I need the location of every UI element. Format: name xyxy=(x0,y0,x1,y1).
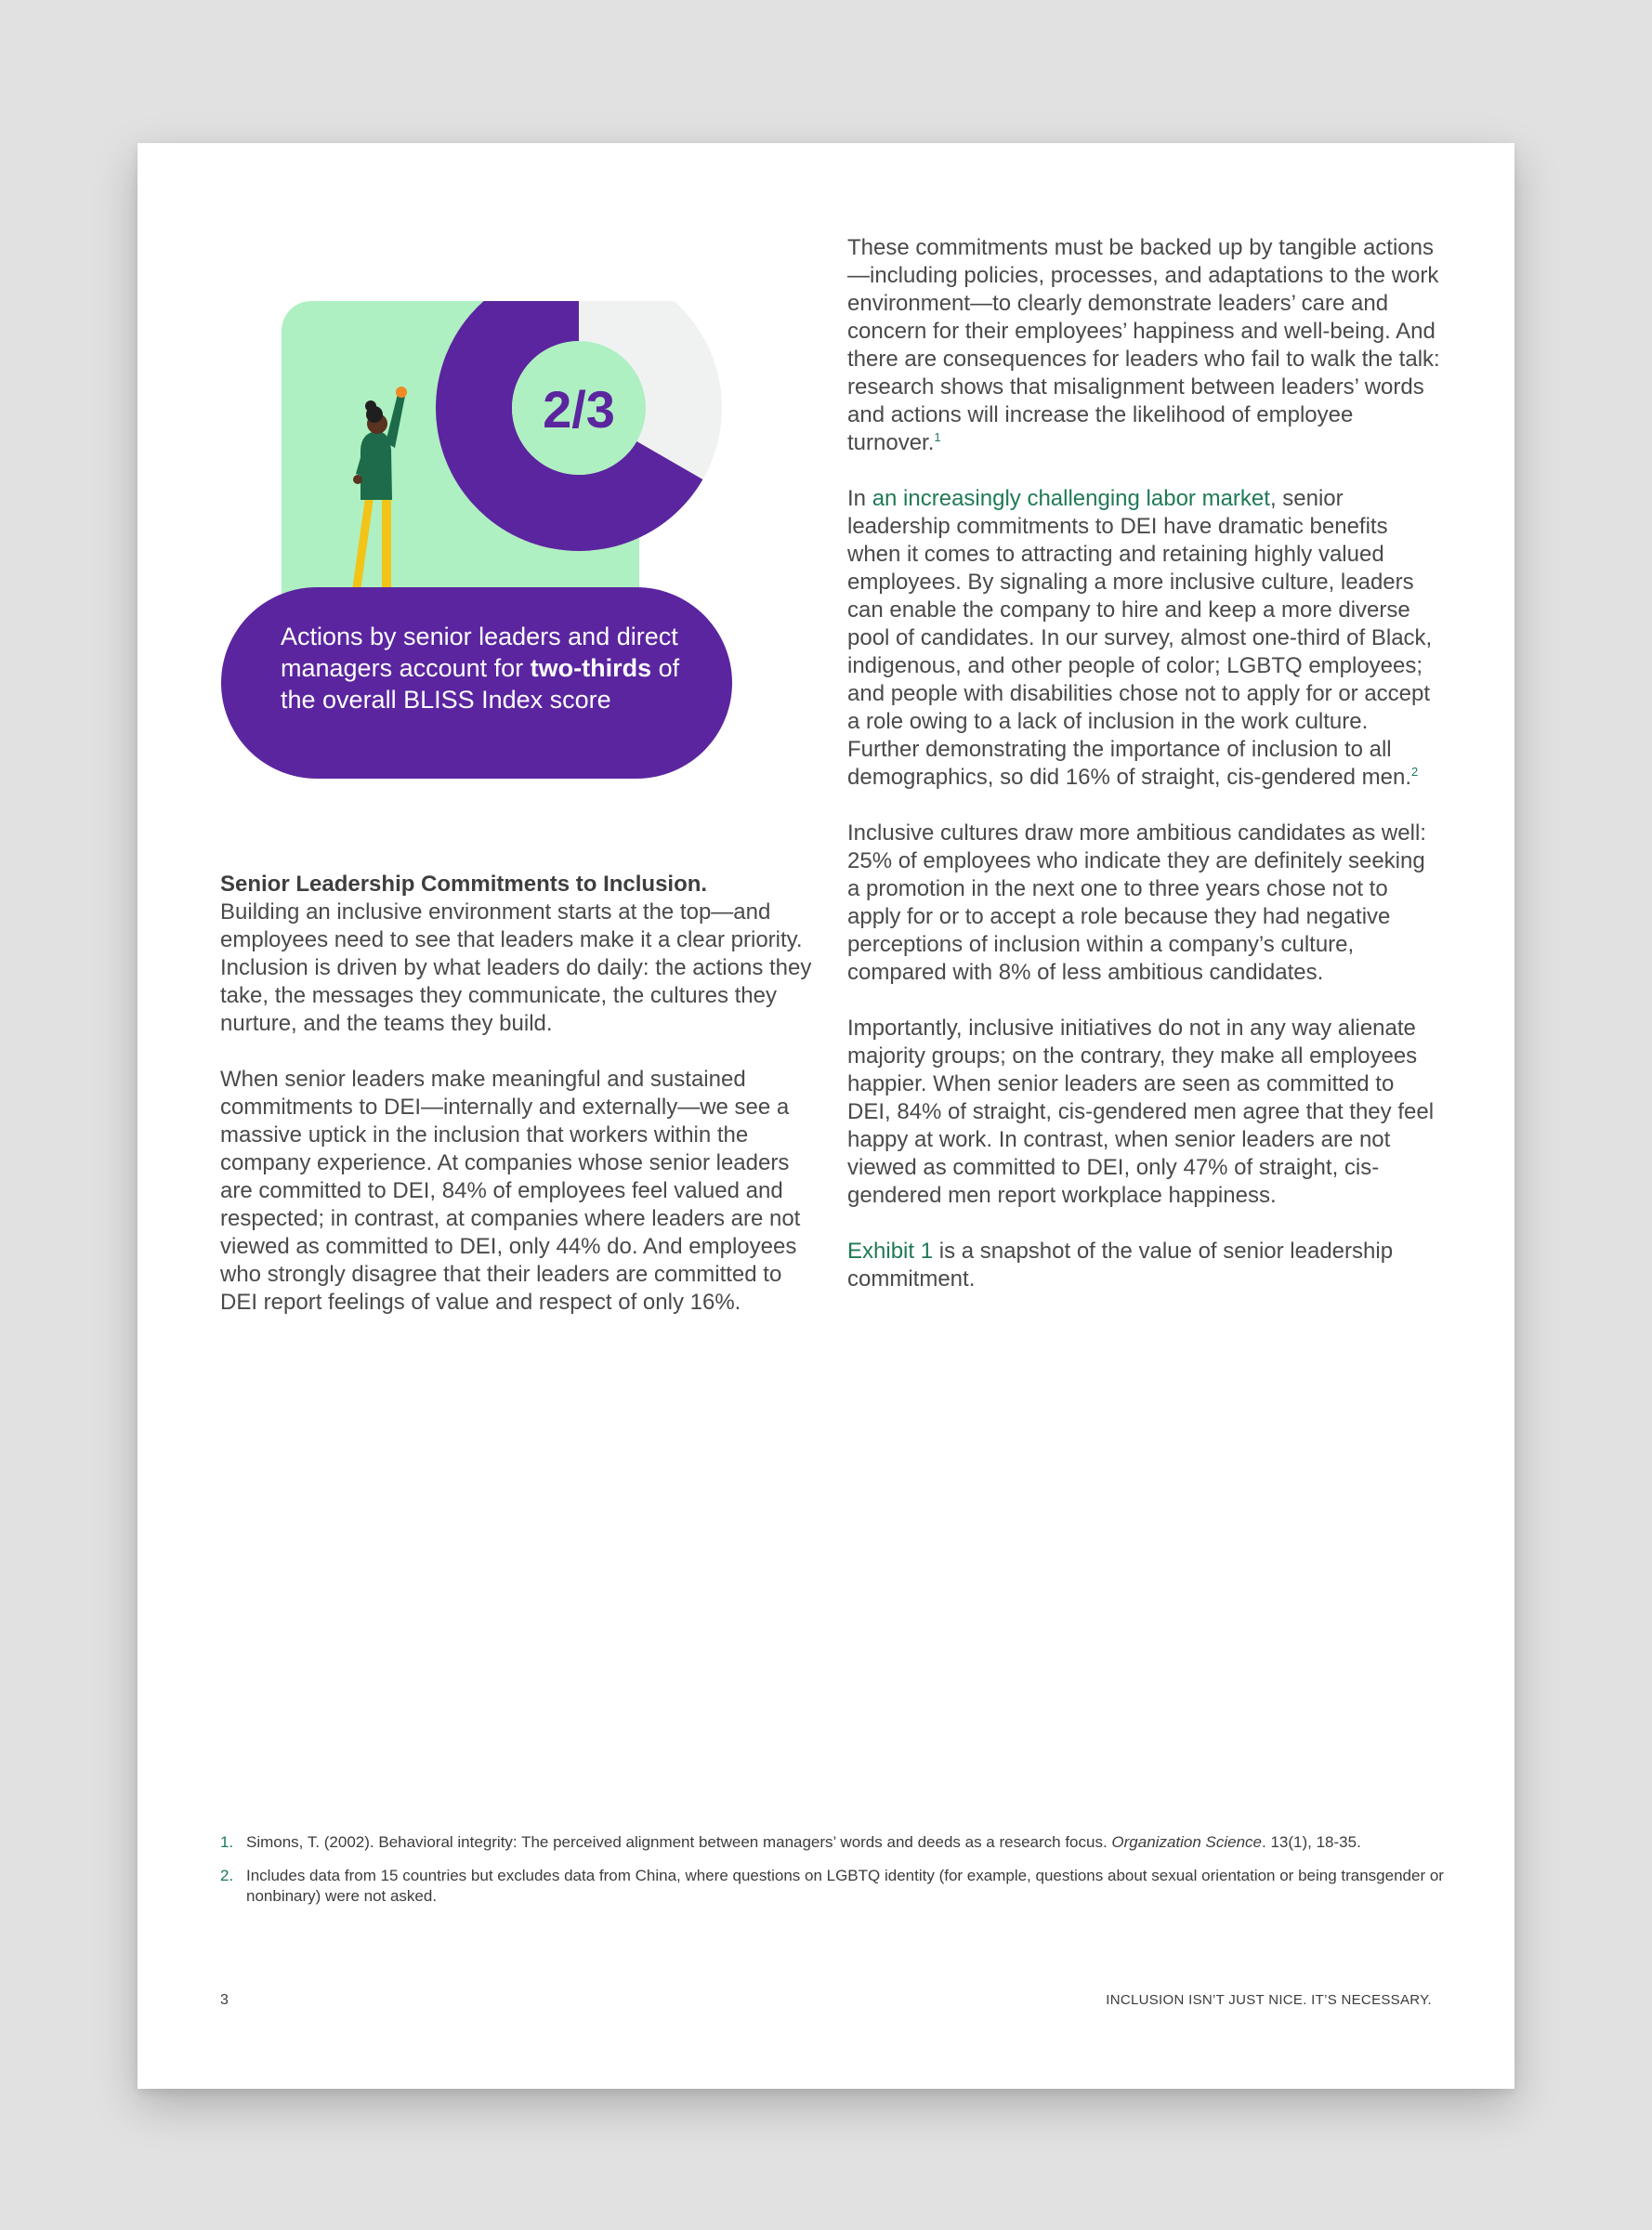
paragraph-text: is a snapshot of the value of senior leadership commitment. xyxy=(847,1239,1394,1292)
footnote-text: Includes data from 15 countries but excludes data from China, where questions on LGBTQ identity (for example, questions about sexual orientation or being transgender or nonbinary) were not asked. xyxy=(246,1867,1444,1905)
footnotes xyxy=(220,1832,1447,1920)
callout-text-2: of the overall BLISS Index score xyxy=(281,654,680,714)
section-heading: Senior Leadership Commitments to Inclusion. xyxy=(220,872,708,897)
intro-paragraph xyxy=(220,871,815,1038)
footnote-item xyxy=(220,1866,1447,1907)
exhibit-link[interactable]: Exhibit 1 xyxy=(847,1239,934,1264)
footnote-text: . 13(1), 18-35. xyxy=(1262,1833,1361,1851)
body-paragraph: Inclusive cultures draw more ambitious candidates as well: 25% of employees who indicate they are definitely seeking a promotion in the next one to three years chose not to apply for or to accept a role because they had negative perceptions of inclusion within a company’s culture, compared with 8% of less ambitious candidates. xyxy=(847,820,1426,985)
callout-text-1: Actions by senior leaders and direct managers account for xyxy=(281,623,678,682)
right-column xyxy=(847,234,1442,1321)
callout-pill xyxy=(221,587,732,779)
paragraph-text: In xyxy=(847,486,872,511)
paragraph-text: These commitments must be backed up by tangible actions—including policies, processes, and adaptations to the work environment—to clearly demonstrate leaders’ care and concern for their employees’ happiness and well-being. And there are consequences for leaders who fail to walk the talk: research shows that misalignment between leaders’ words and actions will increase the likelihood of employee turnover. xyxy=(847,235,1440,455)
intro-text: Building an inclusive environment starts at the top—and employees need to see that leaders make it a clear priority. Inclusion is driven by what leaders do daily: the actions they take, the messages they communicate, the cultures they nurture, and the teams they build. xyxy=(220,899,812,1036)
footnote-journal: Organization Science xyxy=(1111,1833,1263,1851)
footnote-ref[interactable]: 2 xyxy=(1411,765,1419,779)
footnote-ref[interactable]: 1 xyxy=(934,430,941,444)
footnote-text: Simons, T. (2002). Behavioral integrity: The perceived alignment between managers’ words and deeds as a research focus. xyxy=(246,1833,1112,1851)
body-paragraph: Importantly, inclusive initiatives do not in any way alienate majority groups; on the contrary, they make all employees happier. When senior leaders are seen as committed to DEI, 84% of straight, cis-gendered men agree that they feel happy at work. In contrast, when senior leaders are not viewed as committed to DEI, only 47% of straight, cis-gendered men report workplace happiness. xyxy=(847,1016,1435,1208)
body-paragraph: When senior leaders make meaningful and sustained commitments to DEI—internally and externally—we see a massive uptick in the inclusion that workers within the company experience. At companies whose senior leaders are committed to DEI, 84% of employees feel valued and respected; in contrast, at companies where leaders are not viewed as committed to DEI, only 44% do. And employees who strongly disagree that their leaders are committed to DEI report feelings of value and respect of only 16%. xyxy=(220,1067,801,1315)
labor-market-link[interactable]: an increasingly challenging labor market xyxy=(872,486,1270,511)
body-paragraph xyxy=(847,234,1442,457)
footnote-number: 2. xyxy=(220,1867,234,1884)
document-page xyxy=(138,143,1514,2089)
left-column xyxy=(220,871,815,1345)
paragraph-text: , senior leadership commitments to DEI have dramatic benefits when it comes to attracting and retaining highly valued employees. By signaling a more inclusive culture, leaders can enable the company to hire and keep a more diverse pool of candidates. In our survey, almost one-third of Black, indigenous, and other people of color; LGBTQ employees; and people with disabilities chose not to apply for or accept a role owing to a lack of inclusion in the work culture. Further demonstrating the importance of inclusion to all demographics, so did 16% of straight, cis-gendered men. xyxy=(847,486,1433,790)
footnote-number: 1. xyxy=(220,1833,234,1851)
page-number: 3 xyxy=(220,1992,229,2008)
body-paragraph xyxy=(847,485,1442,792)
body-paragraph xyxy=(847,1238,1442,1293)
callout-emphasis: two-thirds xyxy=(530,654,652,682)
stat-value: 2/3 xyxy=(543,380,615,439)
running-title: INCLUSION ISN’T JUST NICE. IT’S NECESSARY. xyxy=(1106,1992,1432,2008)
footnote-item xyxy=(220,1832,1447,1853)
